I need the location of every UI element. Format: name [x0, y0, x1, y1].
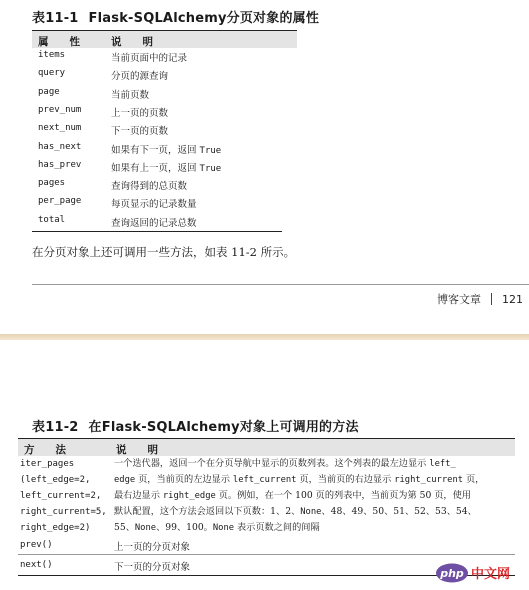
inline-code: edge — [114, 475, 136, 485]
watermark-cn-text: 中文网 — [471, 567, 511, 582]
inline-code: None — [134, 523, 157, 533]
body-paragraph: 在分页对象上还可调用一些方法，如表 11-2 所示。 — [32, 245, 296, 259]
table1-header-attr: 属 性 — [38, 36, 80, 48]
inline-code: left_current — [232, 475, 297, 485]
attribute-description — [111, 142, 221, 156]
inline-code: None — [212, 523, 235, 533]
inline-code: None — [300, 507, 322, 517]
page-footer — [437, 291, 523, 307]
attribute-name: has_prev — [38, 159, 82, 170]
table2-caption-text: 在Flask-SQLAlchemy对象上可调用的方法 — [88, 420, 359, 435]
table1-caption — [32, 7, 319, 26]
attribute-name: items — [38, 50, 66, 60]
attribute-description: 当前页数 — [111, 89, 150, 101]
table1-caption-number: 表11-1 — [32, 11, 79, 26]
attribute-description: 查询返回的记录总数 — [111, 217, 197, 229]
signature-line: iter_pages — [20, 459, 75, 469]
attribute-name: has_next — [38, 141, 82, 152]
table1-row — [32, 105, 529, 119]
inline-code: right_current — [394, 475, 464, 485]
next-method: next() — [20, 560, 53, 570]
description-text: 一个迭代器，返回一个在分页导航中显示的页数列表。这个列表的最左边显示 — [114, 458, 430, 469]
description-line — [114, 472, 484, 488]
attribute-description: 上一页的页数 — [111, 107, 169, 119]
attribute-name: prev_num — [38, 104, 82, 115]
table2-header — [18, 438, 515, 456]
table1-row — [32, 87, 529, 101]
attribute-description: 当前页面中的记录 — [111, 53, 188, 64]
description-text: 页， — [463, 474, 485, 485]
page-divider — [0, 334, 529, 340]
description-text: 页。例如，在一个 100 页的列表中，当前页为第 50 页，使用 — [215, 490, 471, 501]
footer-section: 博客文章 — [437, 293, 481, 306]
attribute-description: 查询得到的总页数 — [111, 181, 188, 193]
attribute-name: page — [38, 86, 60, 97]
table1-row — [32, 196, 529, 210]
signature-line: left_current=2, — [20, 491, 102, 501]
iter-pages-signature — [20, 456, 107, 536]
description-text: 如果有下一页，返回 — [111, 144, 200, 156]
attribute-description: 下一页的页数 — [111, 126, 169, 138]
inline-code: right_edge — [162, 491, 216, 501]
attribute-name: per_page — [38, 196, 82, 207]
signature-line: right_edge=2) — [20, 523, 91, 533]
description-text: 表示页数之间的间隔 — [234, 522, 320, 533]
table1-row — [32, 178, 529, 192]
attribute-description: 分页的源查询 — [111, 71, 169, 83]
attribute-name: total — [38, 214, 66, 225]
table2-row-divider — [18, 554, 515, 555]
description-text: 默认配置，这个方法会返回以下页数：1、2、 — [114, 506, 301, 517]
description-code: True — [199, 163, 222, 174]
description-line — [114, 488, 484, 504]
description-text: 、99、100。 — [156, 522, 213, 533]
table1-row — [32, 215, 529, 229]
attribute-description: 每页显示的记录数量 — [111, 199, 197, 211]
table2-caption-number: 表11-2 — [32, 420, 79, 435]
table1-row — [32, 142, 529, 156]
table1-header-desc: 说 明 — [111, 36, 153, 48]
prev-method: prev() — [20, 540, 53, 550]
php-logo-icon — [435, 562, 525, 584]
table2-caption — [32, 416, 359, 435]
description-text: 页，当前页的右边显示 — [296, 474, 395, 485]
inline-code: left_ — [429, 459, 456, 469]
table1-bottom-rule — [32, 231, 282, 232]
description-code: True — [199, 145, 222, 156]
attribute-name: query — [38, 68, 66, 79]
table2-header-method: 方 法 — [24, 444, 66, 456]
table1-row — [32, 68, 529, 82]
table1-row — [32, 123, 529, 137]
table1-row — [32, 160, 529, 174]
table1-row — [32, 50, 529, 64]
attribute-description — [111, 160, 221, 174]
description-text: 最右边显示 — [114, 490, 163, 501]
footer-rule — [32, 284, 529, 285]
footer-page-number: 121 — [502, 293, 523, 306]
description-line — [114, 456, 484, 472]
attribute-name: next_num — [38, 123, 82, 134]
table1-header — [32, 30, 297, 48]
description-text: 如果有上一页，返回 — [111, 162, 200, 174]
description-text: 、48、49、50、51、52、53、54、 — [321, 506, 477, 517]
description-text: 页，当前页的左边显示 — [135, 474, 233, 485]
watermark-php-text: php — [440, 567, 464, 580]
footer-separator — [491, 293, 492, 305]
description-line — [114, 520, 484, 536]
prev-description: 上一页的分页对象 — [114, 542, 191, 553]
table2-header-desc: 说 明 — [116, 444, 158, 456]
table1-caption-text: Flask-SQLAlchemy分页对象的属性 — [88, 11, 320, 26]
signature-line: right_current=5, — [20, 507, 107, 517]
next-description: 下一页的分页对象 — [114, 562, 191, 573]
iter-pages-description — [114, 456, 484, 536]
php-cn-watermark — [435, 562, 525, 584]
attribute-name: pages — [38, 178, 66, 189]
description-text: 55、 — [114, 522, 135, 533]
description-line — [114, 504, 484, 520]
signature-line: (left_edge=2, — [20, 475, 91, 485]
